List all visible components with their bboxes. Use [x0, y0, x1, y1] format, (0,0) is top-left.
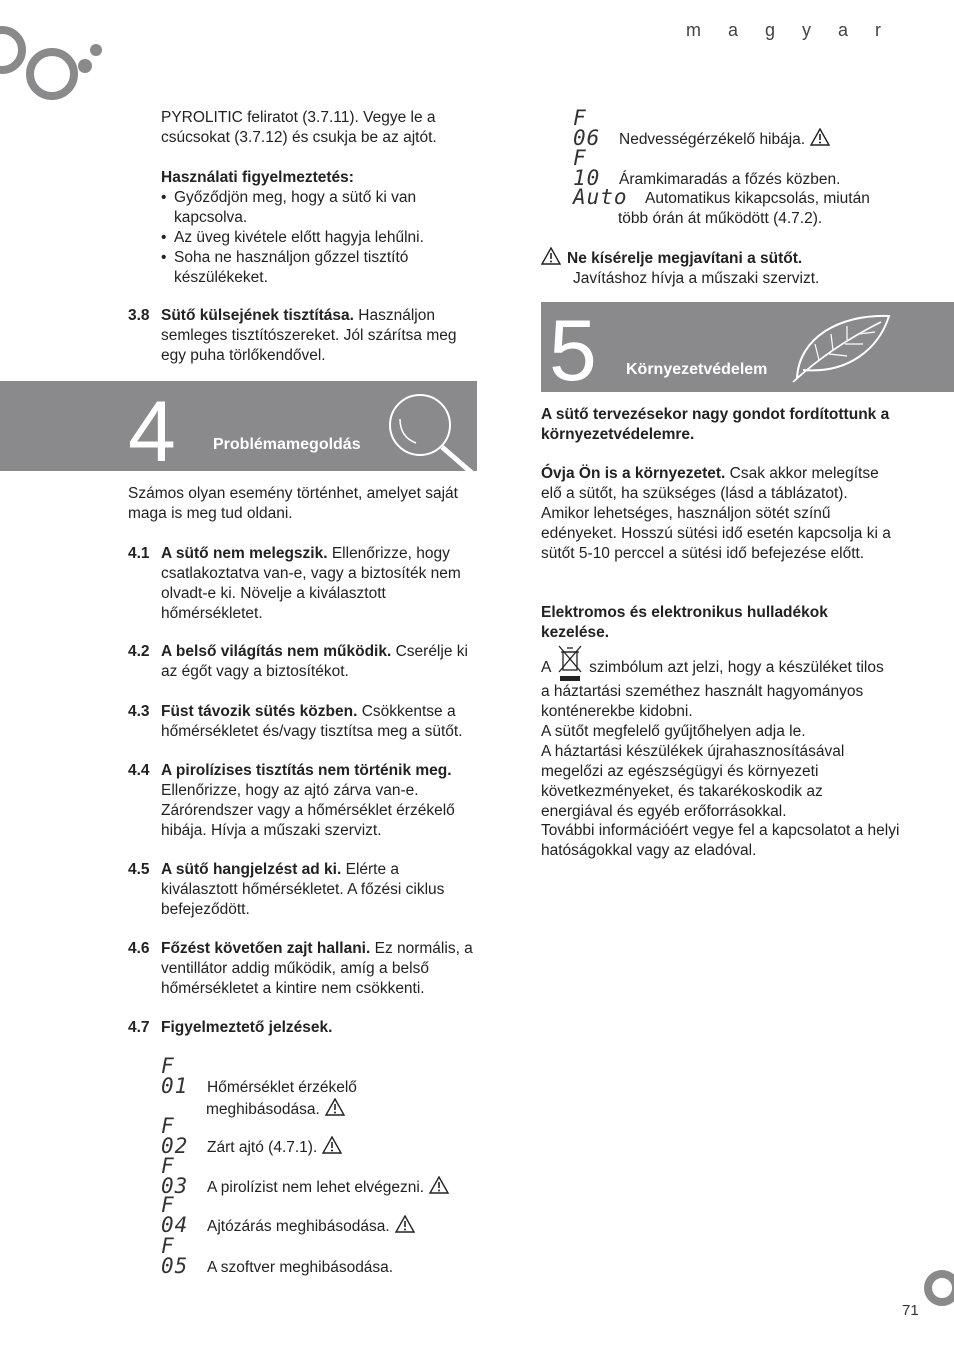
section-number: 5 [549, 303, 597, 399]
code-f02 [161, 1116, 471, 1158]
protect-heading: Óvja Ön is a környezetet. [541, 465, 726, 482]
code-text: Hőmérséklet érzékelő [207, 1079, 357, 1096]
item-heading: A belső világítás nem működik. [161, 643, 392, 660]
display-code: Auto [573, 185, 628, 209]
weee-title: Elektromos és elektronikus hulladékok kezelése. [541, 604, 828, 641]
weee-paragraph-4: További információért vegye fel a kapcsolatot a helyi hatóságokkal vagy az eladóval. [541, 822, 900, 859]
display-code: F 04 [161, 1193, 189, 1237]
item-number: 4.6 [128, 940, 150, 957]
item-number: 4.4 [128, 762, 150, 779]
section-number: 4 [128, 384, 176, 480]
code-f06 [573, 108, 893, 150]
code-f01 [161, 1056, 461, 1120]
code-text: A szoftver meghibásodása. [207, 1259, 394, 1276]
code-text: Áramkimaradás a főzés közben. [619, 171, 841, 188]
language-label: m a g y a r [685, 20, 892, 40]
code-text: több órán át működött (4.7.2). [618, 210, 823, 227]
item-number: 4.7 [128, 1019, 150, 1036]
display-code: F 03 [161, 1154, 189, 1198]
magnifier-icon [386, 389, 478, 471]
code-text: meghibásodása. [206, 1101, 320, 1118]
item-text: Használjon semleges tisztítószereket. Jól szárítsa meg egy puha törlőkendővel. [161, 307, 457, 364]
warning-icon [322, 1136, 342, 1154]
repair-heading: Ne kísérelje megjavítani a sütőt. [567, 250, 803, 267]
item-heading: Figyelmeztető jelzések. [161, 1019, 333, 1036]
code-f10 [573, 148, 893, 190]
code-f05 [161, 1236, 471, 1278]
section-5-banner [541, 302, 954, 399]
brand-circles-icon [0, 22, 110, 104]
item-number: 4.1 [128, 545, 150, 562]
display-code: F 06 [573, 106, 601, 150]
code-text: Ajtózárás meghibásodása. [207, 1218, 390, 1235]
code-f04 [161, 1195, 471, 1237]
warning-icon [325, 1098, 345, 1116]
weee-text: szimbólum azt jelzi, hogy a készüléket tilos a háztartási szeméthez használt hagyományos konténerekbe kidobni. [541, 659, 884, 720]
protect-text: Csak akkor melegítse elő a sütőt, ha szükséges (lásd a táblázatot). Amikor lehetséges, használjon sötét színű edényeket. Hosszú sütési idő esetén kapcsolja ki a sütőt 5-10 perccel a sütési idő befejezése előtt. [541, 465, 891, 562]
item-heading: A sütő hangjelzést ad ki. [161, 861, 342, 878]
warning-list [161, 188, 461, 288]
item-number: 3.8 [128, 307, 150, 324]
item-text: Elérte a kiválasztott hőmérsékletet. A főzési ciklus befejeződött. [161, 861, 445, 918]
corner-circle-icon [922, 1268, 954, 1308]
list-item: • Az üveg kivétele előtt hagyja lehűlni. [161, 228, 461, 248]
section-4-intro: Számos olyan esemény történhet, amelyet saját maga is meg tud oldani. [128, 485, 458, 522]
item-heading: A pirolízises tisztítás nem történik meg. [161, 762, 452, 779]
code-auto [573, 187, 903, 229]
item-number: 4.5 [128, 861, 150, 878]
display-code: F 02 [161, 1114, 189, 1158]
list-item: • Győződjön meg, hogy a sütő ki van kapcsolva. [161, 188, 461, 228]
protect-paragraph [541, 464, 891, 564]
page-number: 71 [902, 1302, 919, 1319]
item-text: Csökkentse a hőmérsékletet és/vagy tisztítsa meg a sütőt. [161, 703, 463, 740]
repair-text: Javításhoz hívja a műszaki szervizt. [573, 270, 820, 287]
intro-text: PYROLITIC feliratot (3.7.11). Vegye le a csúcsokat (3.7.12) és csukja be az ajtót. [161, 109, 437, 146]
weee-paragraph [541, 644, 891, 722]
leaf-icon [789, 308, 893, 384]
code-text: Automatikus kikapcsolás, miután [645, 190, 870, 207]
weee-text: A [541, 659, 551, 676]
crossed-bin-icon [557, 644, 583, 682]
code-text: Nedvességérzékelő hibája. [619, 131, 806, 148]
item-heading: Sütő külsejének tisztítása. [161, 307, 354, 324]
weee-paragraph-3: A háztartási készülékek újrahasznosításával megelőzi az egészségügyi és környezeti következményeket, és takarékoskodik az energiával és egyéb erőforrásokkal. [541, 743, 845, 820]
section-title: Környezetvédelem [626, 361, 768, 378]
section-title: Problémamegoldás [213, 436, 361, 453]
repair-warning [541, 247, 901, 289]
display-code: F 10 [573, 146, 601, 190]
warning-icon [395, 1215, 415, 1233]
section-5-lead: A sütő tervezésekor nagy gondot fordítottunk a környezetvédelemre. [541, 406, 890, 443]
code-text: Zárt ajtó (4.7.1). [207, 1139, 318, 1156]
item-text: Ellenőrizze, hogy csatlakoztatva van-e, vagy a biztosíték nem olvadt-e ki. Növelje a kiválasztott hőmérsékletet. [161, 545, 461, 622]
list-item: • Soha ne használjon gőzzel tisztító készülékeket. [161, 248, 461, 288]
warning-icon [810, 128, 830, 146]
section-4-banner [0, 381, 477, 480]
weee-paragraph-2: A sütőt megfelelő gyűjtőhelyen adja le. [541, 723, 806, 740]
code-text: A pirolízist nem lehet elvégezni. [207, 1179, 425, 1196]
item-number: 4.3 [128, 703, 150, 720]
code-f03 [161, 1156, 471, 1198]
item-text: Cserélje ki az égőt vagy a biztosítékot. [161, 643, 468, 680]
display-code: F 01 [161, 1054, 189, 1098]
item-heading: Füst távozik sütés közben. [161, 703, 358, 720]
item-heading: A sütő nem melegszik. [161, 545, 328, 562]
item-heading: Főzést követően zajt hallani. [161, 940, 371, 957]
item-text: Ez normális, a ventillátor addig működik, amíg a belső hőmérsékletet a kintire nem csökkenti. [161, 940, 473, 997]
warning-title: Használati figyelmeztetés: [161, 169, 354, 186]
item-number: 4.2 [128, 643, 150, 660]
item-text: Ellenőrizze, hogy az ajtó zárva van-e. Zárórendszer vagy a hőmérséklet érzékelő hibája. Hívja a műszaki szervizt. [161, 782, 455, 839]
warning-icon [541, 247, 561, 265]
display-code: F 05 [161, 1234, 189, 1278]
warning-icon [429, 1176, 449, 1194]
